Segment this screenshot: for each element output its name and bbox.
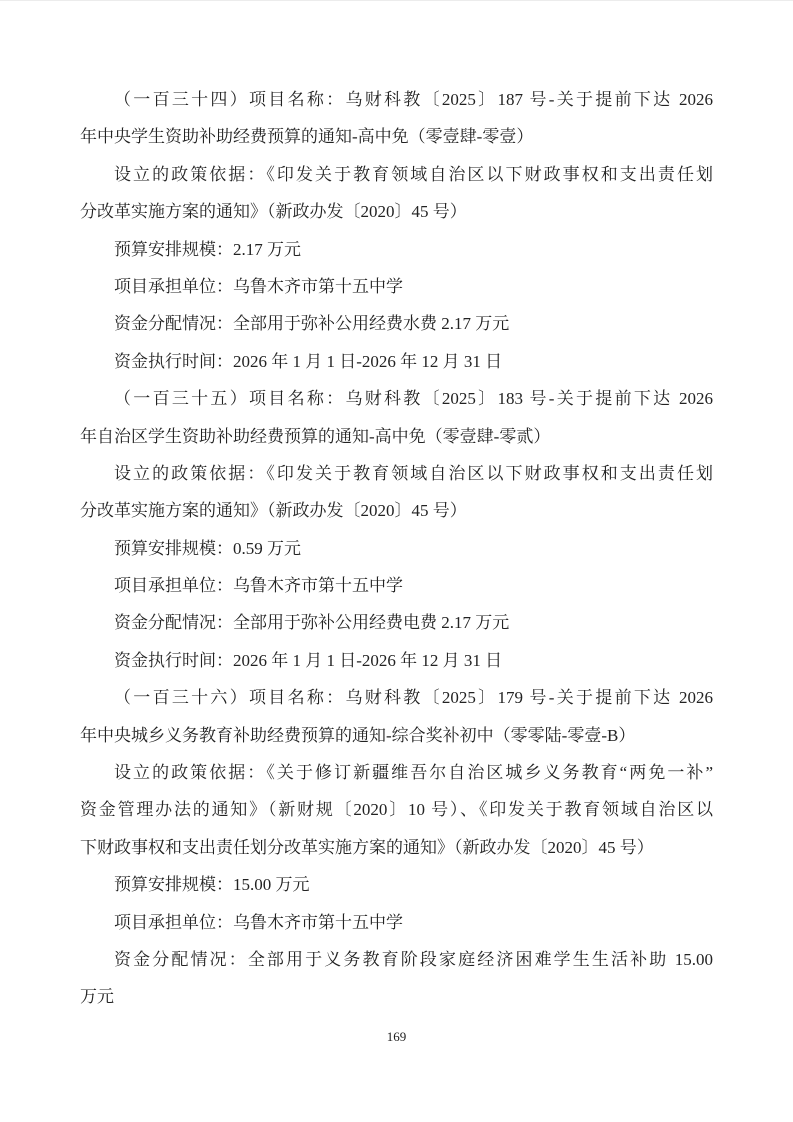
page-content <box>80 81 713 1016</box>
document-line: 下财政事权和支出责任划分改革实施方案的通知》（新政办发〔2020〕45 号） <box>80 837 654 857</box>
document-line: 资金管理办法的通知》（新财规〔2020〕10 号）、《印发关于教育领域自治区以 <box>80 800 713 820</box>
document-line: （一百三十四）项目名称：乌财科教〔2025〕187 号-关于提前下达 2026 <box>114 90 713 109</box>
document-line: 年中央城乡义务教育补助经费预算的通知-综合奖补初中（零零陆-零壹-B） <box>80 725 636 745</box>
page-number: 169 <box>386 1028 407 1044</box>
document-line: 年自治区学生资助补助经费预算的通知-高中免（零壹肆-零贰） <box>80 426 551 446</box>
document-line: （一百三十五）项目名称：乌财科教〔2025〕183 号-关于提前下达 2026 <box>114 389 713 409</box>
document-line: 资金分配情况：全部用于义务教育阶段家庭经济困难学生生活补助 15.00 <box>114 949 713 969</box>
document-line: 设立的政策依据：《关于修订新疆维吾尔自治区城乡义务教育“两免一补” <box>114 763 713 783</box>
document-line: 分改革实施方案的通知》（新政办发〔2020〕45 号） <box>80 501 467 521</box>
document-line: 项目承担单位：乌鲁木齐市第十五中学 <box>114 912 403 932</box>
document-line: 资金分配情况：全部用于弥补公用经费水费 2.17 万元 <box>114 314 510 334</box>
document-line: 万元 <box>80 987 114 1007</box>
document-line: （一百三十六）项目名称：乌财科教〔2025〕179 号-关于提前下达 2026 <box>114 688 713 708</box>
document-line: 年中央学生资助补助经费预算的通知-高中免（零壹肆-零壹） <box>80 127 534 147</box>
document-line: 预算安排规模：2.17 万元 <box>114 239 301 259</box>
document-line: 项目承担单位：乌鲁木齐市第十五中学 <box>114 276 403 296</box>
document-line: 预算安排规模：0.59 万元 <box>114 538 301 558</box>
document-line: 分改革实施方案的通知》（新政办发〔2020〕45 号） <box>80 202 467 222</box>
page-footer <box>80 1028 713 1046</box>
document-line: 设立的政策依据：《印发关于教育领域自治区以下财政事权和支出责任划 <box>114 164 713 184</box>
document-line: 项目承担单位：乌鲁木齐市第十五中学 <box>114 576 403 596</box>
document-line: 资金执行时间：2026 年 1 月 1 日-2026 年 12 月 31 日 <box>114 351 503 371</box>
document-line: 设立的政策依据：《印发关于教育领域自治区以下财政事权和支出责任划 <box>114 463 713 483</box>
document-line: 资金分配情况：全部用于弥补公用经费电费 2.17 万元 <box>114 613 510 633</box>
document-line: 预算安排规模：15.00 万元 <box>114 875 310 895</box>
document-line: 资金执行时间：2026 年 1 月 1 日-2026 年 12 月 31 日 <box>114 650 503 670</box>
